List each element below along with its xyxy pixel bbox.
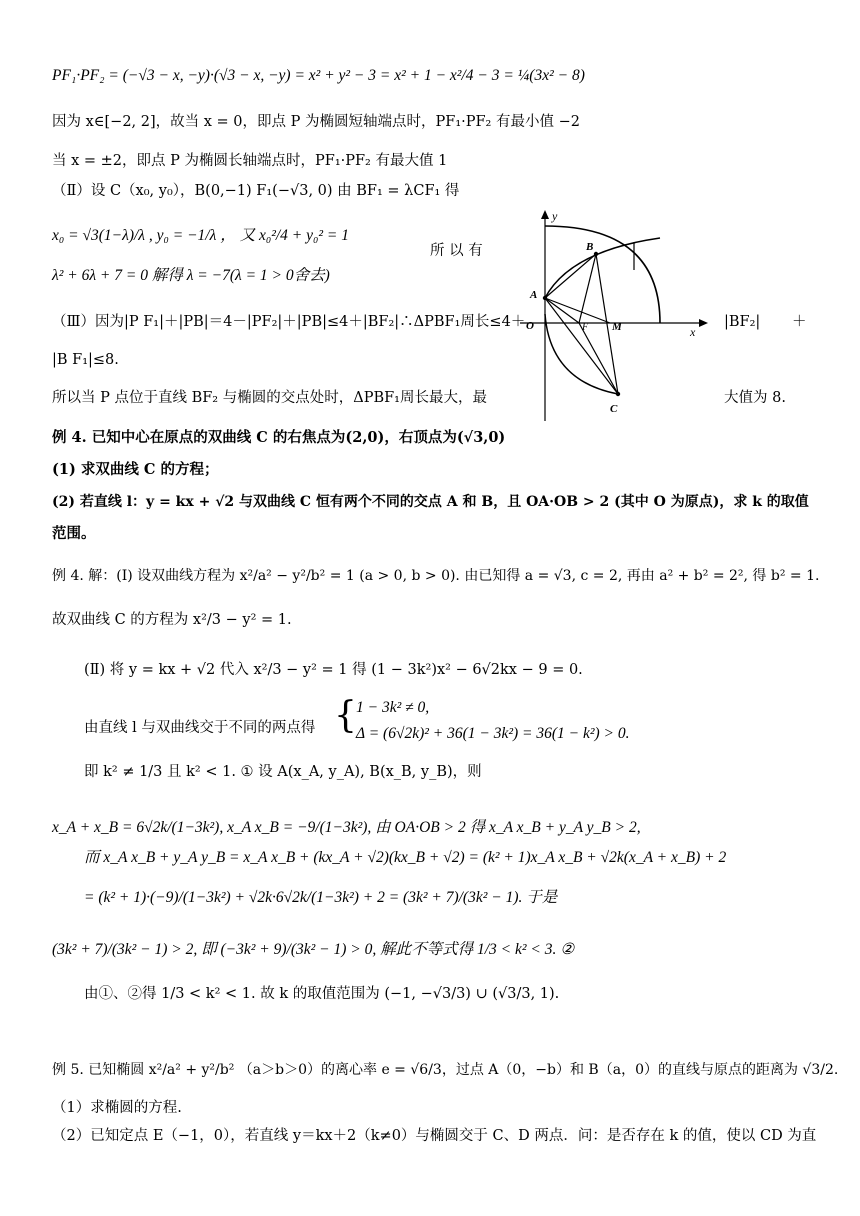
x-axis-arrow [699, 319, 708, 327]
label-y: y [552, 209, 558, 223]
part2-setup: （Ⅱ）设 C（x₀, y₀），B(0,−1) F₁(−√3, 0) 由 BF₁ = λCF₁ 得 [52, 183, 460, 199]
label-x: x [690, 325, 696, 339]
part2-lambda-equation: λ² + 6λ + 7 = 0 解得 λ = −7(λ = 1 > 0舍去) [52, 267, 330, 284]
part3-bound: |B F₁|≤8. [52, 352, 119, 368]
part3-inequality: （Ⅲ）因为|P F₁|＋|PB|＝4－|PF₂|＋|PB|≤4＋|BF₂|∴ΔPBF₁周长≤4＋ [52, 314, 526, 330]
example5-statement: 例 5. 已知椭圆 x²/a² + y²/b² （a＞b＞0）的离心率 e = √6/3，过点 A（0，−b）和 B（a，0）的直线与原点的距离为 √3/2. [52, 1062, 839, 1078]
condition-2: Δ = (6√2k)² + 36(1 − 3k²) = 36(1 − k²) > 0. [356, 725, 630, 742]
example4-vieta: x_A + x_B = 6√2k/(1−3k²), x_A x_B = −9/(1−3k²), 由 OA·OB > 2 得 x_A x_B + y_A y_B > 2, [52, 819, 641, 836]
part3-conclusion: 所以当 P 点位于直线 BF₂ 与椭圆的交点处时，ΔPBF₁周长最大，最 [52, 390, 487, 406]
label-B: B [586, 241, 594, 253]
point-B [594, 252, 598, 256]
point-A [543, 296, 547, 300]
example5-question2: （2）已知定点 E（−1，0），若直线 y＝kx＋2（k≠0）与椭圆交于 C、D 两点．问：是否存在 k 的值，使以 CD 为直 [52, 1128, 817, 1144]
example4-condition-intro: 由直线 l 与双曲线交于不同的两点得 [84, 720, 316, 736]
example4-k-range-1: 即 k² ≠ 1/3 且 k² < 1. ① 设 A(x_A, y_A), B(x_B, y_B)，则 [84, 764, 482, 780]
example4-substitution: (Ⅱ) 将 y = kx + √2 代入 x²/3 − y² = 1 得 (1 − 3k²)x² − 6√2kx − 9 = 0. [84, 662, 583, 678]
upper-curve [545, 238, 660, 298]
label-M: M [612, 321, 622, 333]
example4-hyperbola-equation: 故双曲线 C 的方程为 x²/3 − y² = 1. [52, 612, 292, 628]
part3-plus: ＋ [792, 314, 807, 330]
example4-question1: (1) 求双曲线 C 的方程； [52, 461, 219, 478]
segment-AF [545, 298, 579, 323]
point-C [616, 392, 620, 396]
example4-simplify: = (k² + 1)·(−9)/(1−3k²) + √2k·6√2k/(1−3k²) + 2 = (3k² + 7)/(3k² − 1). 于是 [84, 889, 558, 906]
part2-coordinates: x₀ = √3(1−λ)/λ , y₀ = −1/λ ， 又 x₀²/4 + y₀² = 1 [52, 227, 350, 244]
dot-product-expansion: PF₁·PF₂ = (−√3 − x, −y)·(√3 − x, −y) = x² + y² − 3 = x² + 1 − x²/4 − 3 = ¼(3x² − 8) [52, 67, 585, 84]
y-axis-arrow [541, 210, 549, 219]
example4-inequality: (3k² + 7)/(3k² − 1) > 2, 即 (−3k² + 9)/(3k² − 1) > 0, 解此不等式得 1/3 < k² < 3. ② [52, 941, 575, 958]
part3-max-value: 大值为 8. [724, 390, 786, 406]
part2-therefore: 所 以 有 [430, 243, 483, 259]
label-F: F [582, 322, 589, 333]
segment-AB [545, 254, 596, 298]
max-value-statement: 当 x = ±2，即点 P 为椭圆长轴端点时，PF₁·PF₂ 有最大值 1 [52, 153, 448, 169]
example5-question1: （1）求椭圆的方程. [52, 1100, 182, 1116]
example4-title: 例 4. 已知中心在原点的双曲线 C 的右焦点为(2,0)，右顶点为(√3,0) [52, 429, 506, 446]
example4-question2: (2) 若直线 l：y = kx + √2 与双曲线 C 恒有两个不同的交点 A 和 B，且 OA·OB > 2 (其中 O 为原点)，求 k 的取值 [52, 494, 809, 510]
example4-dot-expansion: 而 x_A x_B + y_A y_B = x_A x_B + (kx_A + √2)(kx_B + √2) = (k² + 1)x_A x_B + √2k(x_A + x_B) + 2 [84, 849, 727, 866]
min-value-statement: 因为 x∈[−2, 2]，故当 x = 0，即点 P 为椭圆短轴端点时，PF₁·PF₂ 有最小值 −2 [52, 114, 580, 130]
example4-answer: 由①、②得 1/3 < k² < 1. 故 k 的取值范围为 (−1, −√3/3) ∪ (√3/3, 1). [84, 986, 560, 1002]
ellipse-figure [510, 206, 750, 424]
label-O: O [526, 320, 534, 332]
label-C: C [610, 403, 618, 415]
example4-question2-end: 范围。 [52, 525, 96, 542]
label-A: A [530, 289, 538, 301]
part3-bf2: |BF₂| [724, 314, 761, 330]
condition-1: 1 − 3k² ≠ 0, [356, 699, 430, 716]
example4-solution-part1: 例 4. 解：(Ⅰ) 设双曲线方程为 x²/a² − y²/b² = 1 (a > 0, b > 0). 由已知得 a = √3, c = 2, 再由 a² + b² = 2², 得 b² = 1. [52, 568, 820, 584]
system-brace: { [334, 695, 357, 736]
